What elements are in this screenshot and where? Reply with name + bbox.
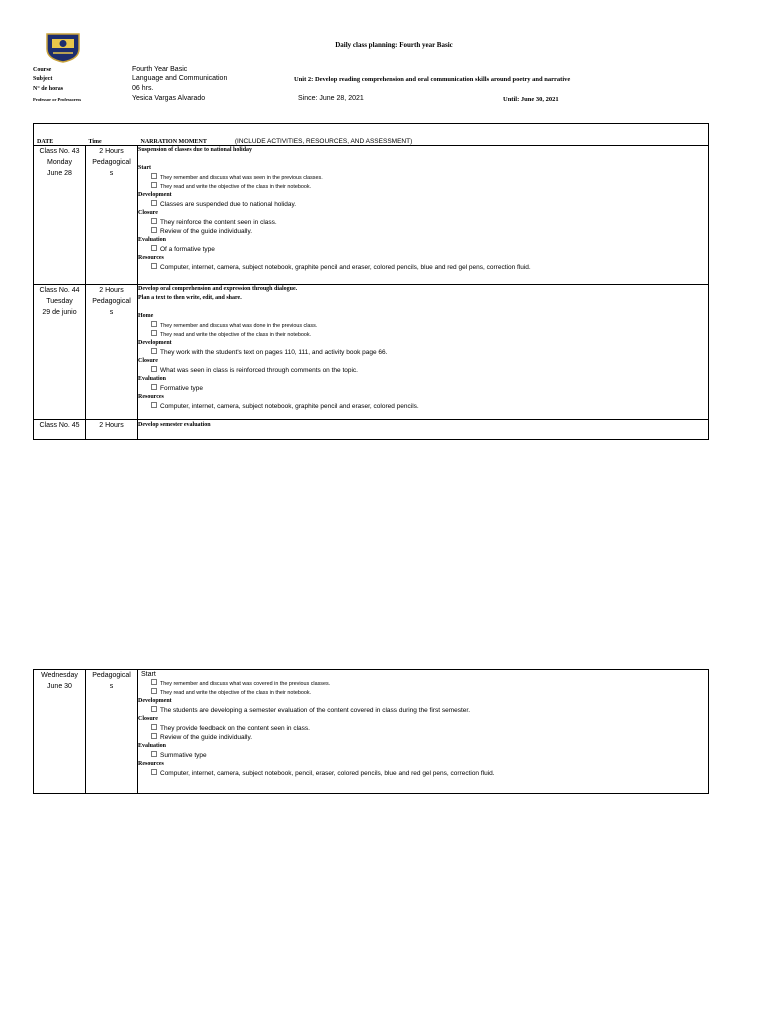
list-item: Summative type (138, 751, 708, 760)
header-date: DATE (34, 124, 86, 146)
checkbox-icon (151, 321, 157, 327)
class-43-number: Class No. 43 (39, 148, 80, 155)
class-43-hours: 2 Hours (99, 148, 124, 155)
class-43-pedagogical: Pedagogical (92, 159, 131, 166)
header-narration-note: (INCLUDE ACTIVITIES, RESOURCES, AND ASSESSMENT) (234, 138, 413, 145)
class-44-weekday: Tuesday (46, 298, 73, 305)
subject-label: Subject (33, 76, 53, 82)
class-45-time-cell (86, 420, 138, 440)
class-43-narration-cell (138, 146, 709, 285)
class-45-closure-label: Closure (138, 716, 158, 722)
class-43-closure-label: Closure (138, 210, 158, 216)
subject-value: Language and Communication (132, 75, 228, 82)
class-44-narration-cell (138, 285, 709, 420)
class-43-pedagogical-suffix: s (109, 170, 114, 177)
list-item: They remember and discuss what was covered in the previous classes. (138, 679, 708, 688)
header-time: Time (86, 124, 138, 146)
class-45-number: Class No. 45 (39, 422, 80, 429)
list-item: Computer, internet, camera, subject notebook, graphite pencil and eraser, colored pencils. (138, 402, 708, 411)
class-43-date-cell (34, 146, 86, 285)
list-item: Formative type (138, 384, 708, 393)
class-43-objective: Suspension of classes due to national holiday (138, 147, 253, 153)
course-value: Fourth Year Basic (132, 66, 188, 73)
checkbox-icon (151, 218, 157, 224)
list-item: Of a formative type (138, 245, 708, 254)
table-row (34, 285, 709, 420)
class-44-objective-1: Develop oral comprehension and expression through dialogue. (138, 286, 298, 292)
checkbox-icon (151, 733, 157, 739)
list-item: The students are developing a semester evaluation of the content covered in class during the first semester. (138, 706, 708, 715)
class-44-number: Class No. 44 (39, 287, 80, 294)
class-45-development-label: Development (138, 698, 172, 704)
header-narration (138, 124, 709, 146)
class-45-evaluation-label: Evaluation (138, 743, 167, 749)
class-44-hours: 2 Hours (99, 287, 124, 294)
checkbox-icon (151, 679, 157, 685)
checkbox-icon (151, 724, 157, 730)
list-item: Computer, internet, camera, subject notebook, graphite pencil and eraser, colored pencils, blue and red gel pens, correction fluid. (138, 263, 708, 272)
class-45-narration-cell (138, 420, 709, 440)
checkbox-icon (151, 706, 157, 712)
checkbox-icon (151, 769, 157, 775)
class-44-objective-2: Plan a text to then write, edit, and share. (138, 295, 242, 301)
until-date: Until: June 30, 2021 (503, 96, 559, 103)
planning-table-continued (33, 669, 709, 794)
class-44-development-label: Development (138, 340, 172, 346)
checkbox-icon (151, 348, 157, 354)
class-43-resources-label: Resources (138, 255, 164, 261)
checkbox-icon (151, 330, 157, 336)
class-45-objective: Develop semester evaluation (138, 422, 211, 428)
table-header-row (34, 124, 709, 146)
planning-table (33, 123, 709, 440)
class-44-pedagogical: Pedagogical (92, 298, 131, 305)
list-item: Computer, internet, camera, subject notebook, pencil, eraser, colored pencils, blue and red gel pens, correction fluid. (138, 769, 708, 778)
professor-value: Yesica Vargas Alvarado (132, 95, 206, 102)
class-45-continued-time-cell (86, 670, 138, 794)
class-43-time-cell (86, 146, 138, 285)
list-item: Classes are suspended due to national holiday. (138, 200, 708, 209)
header-narration-label: NARRATION MOMENT (140, 139, 207, 145)
checkbox-icon (151, 402, 157, 408)
class-45-pedagogical-suffix: s (109, 683, 114, 690)
class-43-weekday: Monday (47, 159, 72, 166)
checkbox-icon (151, 173, 157, 179)
page-title: Daily class planning: Fourth year Basic (335, 41, 453, 49)
class-44-date-cell (34, 285, 86, 420)
list-item: They reinforce the content seen in class. (138, 218, 708, 227)
hours-label: N° de horas (33, 86, 64, 92)
class-43-date: June 28 (47, 170, 72, 177)
table-row (34, 670, 709, 794)
list-item: They provide feedback on the content seen in class. (138, 724, 708, 733)
class-45-start-label: Start (141, 671, 156, 678)
list-item: What was seen in class is reinforced through comments on the topic. (138, 366, 708, 375)
table-row (34, 146, 709, 285)
class-43-start-label: Start (138, 165, 151, 171)
class-43-evaluation-label: Evaluation (138, 237, 167, 243)
list-item: They remember and discuss what was seen in the previous classes. (138, 173, 708, 182)
checkbox-icon (151, 384, 157, 390)
class-45-date-cell (34, 420, 86, 440)
hours-value: 06 hrs. (132, 85, 154, 92)
checkbox-icon (151, 751, 157, 757)
list-item: They read and write the objective of the class in their notebook. (138, 688, 708, 697)
list-item: They work with the student's text on pages 110, 111, and activity book page 66. (138, 348, 708, 357)
list-item: They read and write the objective of the class in their notebook. (138, 182, 708, 191)
class-44-time-cell (86, 285, 138, 420)
class-45-weekday: Wednesday (41, 672, 78, 679)
class-45-continued-date-cell (34, 670, 86, 794)
checkbox-icon (151, 688, 157, 694)
class-45-pedagogical: Pedagogical (92, 672, 131, 679)
checkbox-icon (151, 366, 157, 372)
class-43-development-label: Development (138, 192, 172, 198)
class-45-hours: 2 Hours (99, 422, 124, 429)
course-label: Course (33, 67, 52, 73)
class-45-date: June 30 (47, 683, 72, 690)
since-date: Since: June 28, 2021 (298, 95, 364, 102)
professor-label: Professor or Professoress (33, 97, 82, 102)
class-44-evaluation-label: Evaluation (138, 376, 167, 382)
list-item: They remember and discuss what was done in the previous class. (138, 321, 708, 330)
class-45-resources-label: Resources (138, 761, 164, 767)
class-44-date: 29 de junio (42, 309, 77, 316)
class-44-closure-label: Closure (138, 358, 158, 364)
class-44-resources-label: Resources (138, 394, 164, 400)
checkbox-icon (151, 245, 157, 251)
class-44-pedagogical-suffix: s (109, 309, 114, 316)
checkbox-icon (151, 227, 157, 233)
list-item: They read and write the objective of the class in their notebook. (138, 330, 708, 339)
class-45-continued-narration-cell (138, 670, 709, 794)
class-44-start-label: Home (138, 313, 154, 319)
checkbox-icon (151, 200, 157, 206)
checkbox-icon (151, 263, 157, 269)
list-item: Review of the guide individually. (138, 227, 708, 236)
list-item: Review of the guide individually. (138, 733, 708, 742)
unit-title: Unit 2: Develop reading comprehension and oral communication skills around poetry and narrative (294, 76, 571, 83)
table-row (34, 420, 709, 440)
checkbox-icon (151, 182, 157, 188)
